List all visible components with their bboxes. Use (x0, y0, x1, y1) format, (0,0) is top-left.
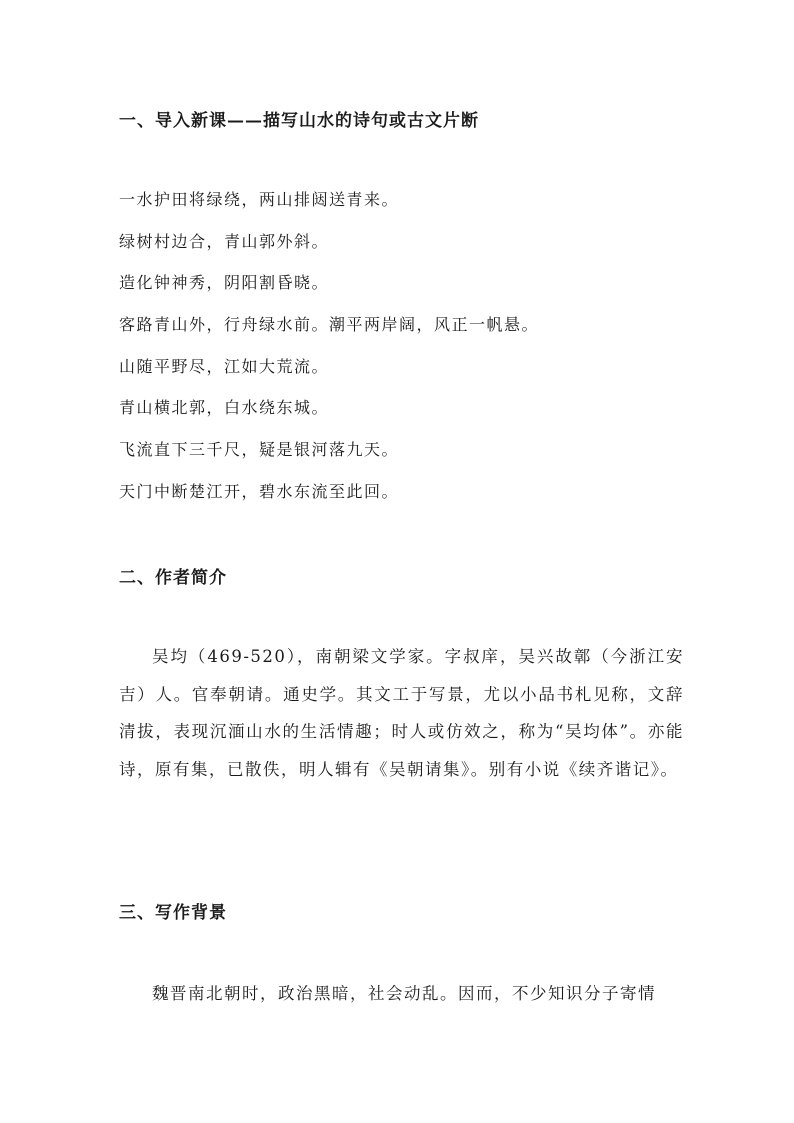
section2-heading: 二、作者简介 (119, 568, 227, 588)
section1-heading: 一、导入新课——描写山水的诗句或古文片断 (119, 111, 479, 131)
poem-line: 一水护田将绿绕，两山排闼送青来。 (119, 190, 400, 209)
poem-line: 山随平野尽，江如大荒流。 (119, 356, 330, 376)
poem-line: 绿树村边合，青山郭外斜。 (119, 231, 330, 251)
background-paragraph: 魏晋南北朝时，政治黑暗，社会动乱。因而，不少知识分子寄情 (152, 984, 656, 1003)
poem-list (119, 186, 539, 520)
poem-line: 飞流直下三千尺，疑是银河落九天。 (119, 440, 400, 460)
poem-line: 造化钟神秀，阴阳割昏晓。 (119, 273, 330, 293)
poem-line: 青山横北郭，白水绕东城。 (119, 398, 330, 418)
section3-heading: 三、写作背景 (119, 903, 227, 923)
poem-line: 客路青山外，行舟绿水前。潮平两岸阔，风正一帆悬。 (119, 315, 540, 335)
poem-line: 天门中断楚江开，碧水东流至此回。 (119, 481, 400, 501)
author-intro-paragraph: 吴均（469-520），南朝梁文学家。字叔庠，吴兴故鄣（今浙江安吉）人。官奉朝请。通史学。其文工于写景，尤以小品书札见称，文辞清拔，表现沉湎山水的生活情趣；时人或仿效之，称为“吴均体”。亦能诗，原有集，已散佚，明人辑有《吴朝请集》。别有小说《续齐谐记》。 (119, 647, 684, 779)
